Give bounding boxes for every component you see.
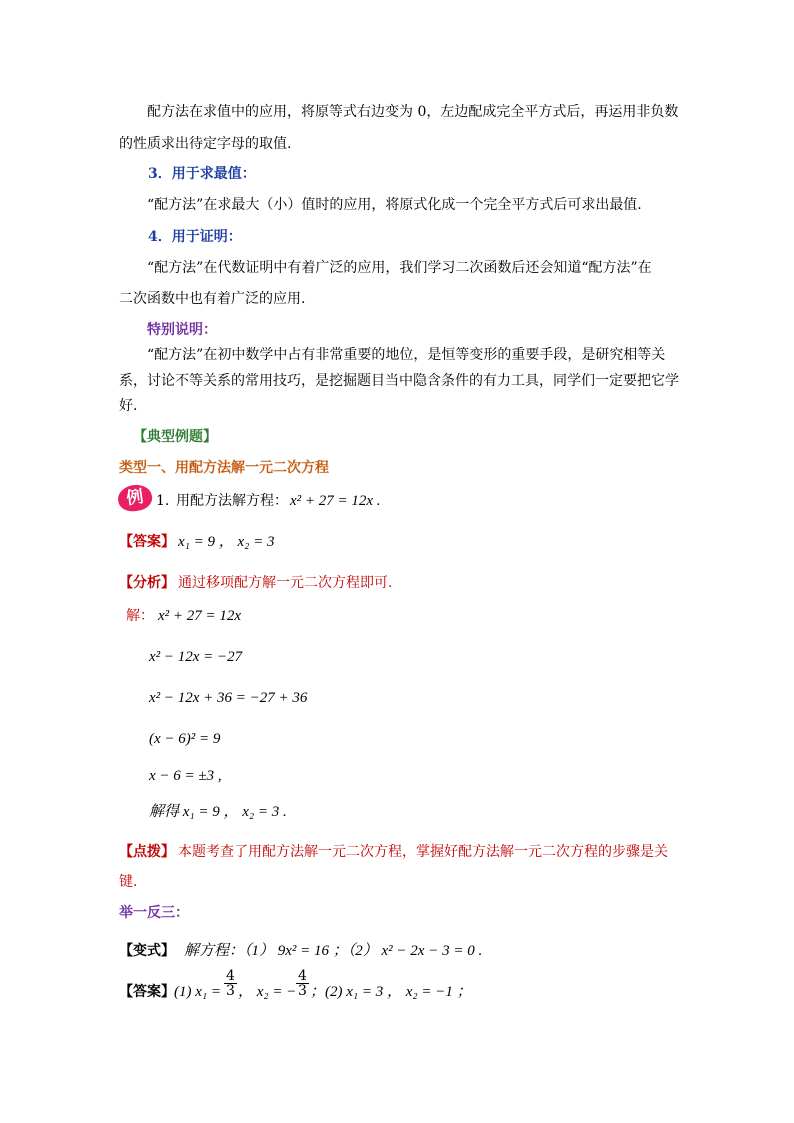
solution-step-3: x² − 12x + 36 = −27 + 36 [149,690,308,706]
variant-answer-part1: (1) x₁ = [174,984,221,1000]
variant-answer-part2: ， x₂ = − [238,984,297,1000]
tip-line2: 键. [119,874,138,890]
variant-answer-fraction-1 [224,969,237,998]
section3-title: 3．用于求最值： [148,166,256,182]
answer-label: 【答案】 [119,534,175,550]
solution-label: 解： [126,608,154,624]
special-line2: 系，讨论不等关系的常用技巧，是挖掘题目当中隐含条件的有力工具，同学们一定要把它学 [119,373,679,389]
fraction-1-denominator: 3 [226,983,235,999]
type1-title: 类型一、用配方法解一元二次方程 [119,460,329,476]
section4-line2: 二次函数中也有着广泛的应用. [119,291,306,307]
fraction-2-numerator: 4 [298,968,307,984]
special-line1: “配方法”在初中数学中占有非常重要的地位，是恒等变形的重要手段，是研究相等关 [147,347,666,363]
tip-label: 【点拨】 [119,844,175,860]
solution-step-5: x − 6 = ±3 , [149,768,222,784]
variant-answer-part3: ；(2) x₁ = 3 ， x₂ = −1 ； [310,984,472,1000]
section4-line1: “配方法”在代数证明中有着广泛的应用，我们学习二次函数后还会知道“配方法”在 [147,260,652,276]
example-number: 1. [156,493,170,509]
variant-label: 【变式】 [119,943,175,959]
analysis-text: 通过移项配方解一元二次方程即可. [178,575,393,591]
answer-text: x₁ = 9 ， x₂ = 3 [178,534,275,550]
variant-answer-label: 【答案】 [119,984,175,1000]
practice-title: 举一反三： [119,905,189,921]
example-prompt: 用配方法解方程： [176,493,288,509]
section3-text: “配方法”在求最大（小）值时的应用，将原式化成一个完全平方式后可求出最值. [147,197,642,213]
section4-title: 4．用于证明： [148,229,242,245]
solution-step-6: 解得 x₁ = 9 ， x₂ = 3 . [149,804,287,820]
example-equation: x² + 27 = 12x . [290,493,381,509]
typical-examples-title: 【典型例题】 [133,429,217,445]
fraction-1-numerator: 4 [226,968,235,984]
fraction-2-denominator: 3 [298,983,307,999]
para1-line1: 配方法在求值中的应用，将原等式右边变为 0，左边配成完全平方式后，再运用非负数 [147,104,679,120]
solution-step-1: x² + 27 = 12x [158,608,242,624]
special-title: 特别说明： [147,322,217,338]
tip-line1: 本题考查了用配方法解一元二次方程，掌握好配方法解一元二次方程的步骤是关 [178,844,668,860]
variant-text: 解方程：（1） 9x² = 16 ；（2） x² − 2x − 3 = 0 . [184,943,483,959]
solution-step-4: (x − 6)² = 9 [149,731,221,747]
para1-line2: 的性质求出待定字母的取值. [119,136,292,152]
solution-step-2: x² − 12x = −27 [149,649,243,665]
example-badge-icon: 例 [116,483,153,513]
analysis-label: 【分析】 [119,575,175,591]
variant-answer-fraction-2 [296,969,309,998]
special-line3: 好. [119,398,138,414]
